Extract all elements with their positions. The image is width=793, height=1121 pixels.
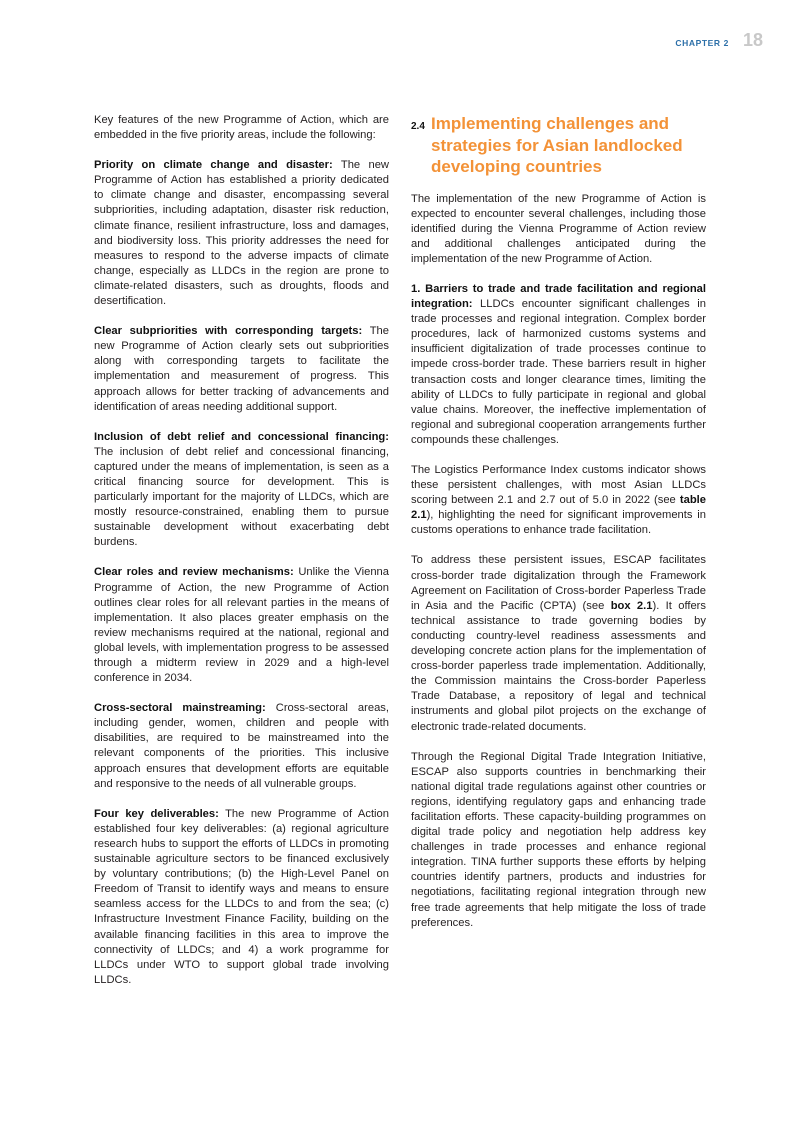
feature-text: The new Programme of Action established four key deliverables: (a) regional agriculture research hubs to support the efforts of LLDCs in promoting sustainable agriculture sectors to be financed exclusively by voluntary contributions; (b) the High-Level Panel on Freedom of Transit to identify ways and means to ensure seamless access for the LLDCs to and from the sea; (c) Infrastructure Investment Finance Facility, building on the available financing facilities in this area to improve the connectivity of LLDCs; and 4) a work programme for LLDCs under WTO to support global trade involving LLDCs.: [94, 807, 389, 986]
feature-paragraph: [94, 158, 389, 309]
feature-text: The new Programme of Action has established a priority dedicated to climate change and disaster, encompassing several subpriorities, including adaptation, disaster risk reduction, climate finance, resilient infrastructure, loss and damages, and biodiversity loss. This priority addresses the need for measures to respond to the adverse impacts of climate change, especially as LLDCs in the region are prone to climate-related disasters, such as droughts, floods and desertification.: [94, 159, 389, 308]
feature-text: The inclusion of debt relief and concessional financing, captured under the means of implementation, is seen as a critical financing source for development. This is particularly important for the majority of LLDCs, which are mostly resource-constrained, enabling them to pursue sustainable development without exacerbating debt burdens.: [94, 445, 389, 549]
escap-text-end: ). It offers technical assistance to trade governing bodies by conducting country-level readiness assessments and developing concrete action plans for the implementation of cross-border paperless trade implementation. Additionally, the Commission maintains the Cross-border Paperless Trade Database, a repository of legal and technical instruments and global pilot projects on the exchange of electronic trade-related documents.: [411, 599, 707, 733]
box-reference-link[interactable]: box 2.1: [610, 599, 653, 612]
running-head: [675, 30, 763, 51]
lpi-text-end: ), highlighting the need for significant improvements in customs operations to enhance trade facilitation.: [411, 509, 706, 537]
feature-lead: Clear subpriorities with corresponding targets:: [94, 325, 363, 338]
barriers-text: LLDCs encounter significant challenges in trade processes and regional integration. Complex border procedures, lack of harmonized customs systems and insufficient digitalization of trade processes continue to impede cross-border trade. These barriers result in higher transaction costs and longer clearance times, limiting the ability of LLDCs to fully participate in regional and global value chains. Moreover, the ineffective implementation of regional and subregional cooperation arrangements further compounds these challenges.: [411, 298, 706, 446]
barriers-paragraph: [411, 282, 706, 448]
feature-paragraph: [94, 807, 389, 988]
feature-paragraph: [94, 701, 389, 792]
section-number: 2.4: [411, 121, 425, 132]
section-title: Implementing challenges and strategies for Asian landlocked developing countries: [431, 114, 683, 176]
lpi-paragraph: [411, 463, 706, 538]
page-number: 18: [742, 30, 763, 50]
right-column: [411, 113, 706, 946]
left-column: [94, 113, 389, 1003]
barriers-lead: 1. Barriers to trade and trade facilitation and regional integration:: [411, 282, 706, 311]
chapter-label: CHAPTER 2: [675, 38, 729, 48]
feature-lead: Cross-sectoral mainstreaming:: [94, 702, 266, 715]
feature-lead: Clear roles and review mechanisms:: [94, 566, 294, 579]
digital-trade-paragraph: Through the Regional Digital Trade Integration Initiative, ESCAP also supports countries in benchmarking their national digital trade regulations against other countries or regions, identifying regulatory gaps and enhancing trade facilitation efforts. These capacity-building programmes on digital trade policy and negotiation help address key challenges in trade processes and enhance regional integration. TINA further supports these efforts by helping countries identify partners, products and industries for negotiations, facilitating regional integration through new free trade agreements that help mitigate the loss of trade preferences.: [411, 750, 706, 929]
feature-paragraph: [94, 324, 389, 415]
escap-paragraph: [411, 553, 706, 734]
body-paragraph: The implementation of the new Programme of Action is expected to encounter several challenges, including those identified during the Vienna Programme of Action review and additional challenges anticipated during the implementation of the new Programme of Action.: [411, 192, 706, 265]
table-reference-link[interactable]: table 2.1: [411, 494, 706, 522]
intro-paragraph: Key features of the new Programme of Action, which are embedded in the five priority areas, include the following:: [94, 114, 389, 142]
escap-text-start: To address these persistent issues, ESCAP facilitates cross-border trade digitalization through the Framework Agreement on Facilitation of Cross-border Paperless Trade in Asia and the Pacific (CPTA) (see: [411, 554, 706, 612]
section-heading: [411, 113, 706, 178]
feature-text: The new Programme of Action clearly sets out subpriorities along with corresponding targets to facilitate the implementation and measurement of progress. This approach allows for better tracking of advancements and identification of areas needing additional support.: [94, 325, 389, 413]
feature-paragraph: [94, 565, 389, 686]
feature-text: Unlike the Vienna Programme of Action, the new Programme of Action outlines clear roles for all relevant parties in the means of implementation. It also places greater emphasis on the review mechanisms required at the national, regional and global levels, with implementation progress to be assessed through a midterm review in 2029 and a high-level conference in 2034.: [94, 566, 389, 685]
lpi-text-start: The Logistics Performance Index customs indicator shows these persistent challenges, with most Asian LLDCs scoring between 2.1 and 2.7 out of 5.0 in 2022 (see: [411, 464, 706, 507]
feature-lead: Priority on climate change and disaster:: [94, 159, 333, 172]
feature-lead: Inclusion of debt relief and concessional financing:: [94, 430, 389, 443]
feature-paragraph: [94, 430, 389, 551]
feature-text: Cross-sectoral areas, including gender, women, children and people with disabilities, are required to be mainstreamed into the relevant components of the priorities. This inclusive approach ensures that development efforts are equitable and responsive to the needs of all vulnerable groups.: [94, 702, 389, 790]
feature-lead: Four key deliverables:: [94, 807, 219, 820]
